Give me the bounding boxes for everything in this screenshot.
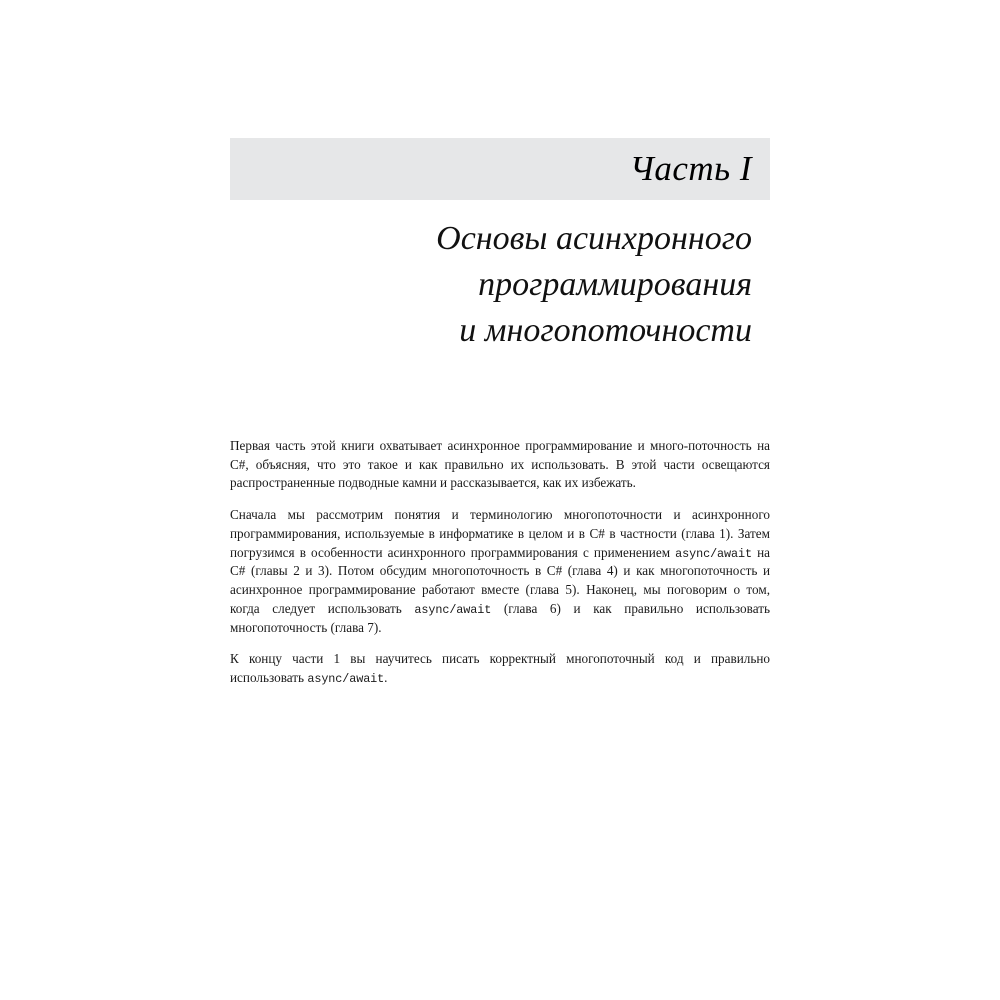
part-title-line-2: программирования — [478, 266, 752, 304]
paragraph: К концу части 1 вы научитесь писать корректный многопоточный код и правильно использовать async/await. — [230, 651, 770, 687]
part-number-label: Часть I — [629, 149, 752, 188]
paragraph: Первая часть этой книги охватывает асинхронное программирование и много-поточность на C#, объясняя, что это такое и как правильно их использовать. В этой части освещаются распространенные подводные камни и рассказывается, как их избежать. — [230, 438, 770, 491]
part-title-line-3: и многопоточности — [459, 312, 752, 350]
inline-code: async/await — [307, 672, 385, 687]
inline-code: async/await — [675, 546, 752, 561]
part-introduction — [230, 437, 770, 688]
part-number-banner — [230, 138, 770, 200]
part-title-line-1: Основы асинхронного — [436, 220, 752, 257]
part-title — [230, 216, 770, 355]
inline-code: async/await — [414, 602, 492, 617]
paragraph: Сначала мы рассмотрим понятия и терминологию многопоточности и асинхронного программирования, используемые в информатике в целом и в C# в частности (глава 1). Затем погрузимся в особенности асинхронного программирования с применением async/await на C# (главы 2 и 3). Потом обсудим многопоточность в C# (глава 4) и как многопоточность и асинхронное программирование работают вместе (глава 5). Наконец, мы поговорим о том, когда следует использовать async/await (глава 6) и как правильно использовать многопоточность (глава 7). — [230, 507, 770, 635]
